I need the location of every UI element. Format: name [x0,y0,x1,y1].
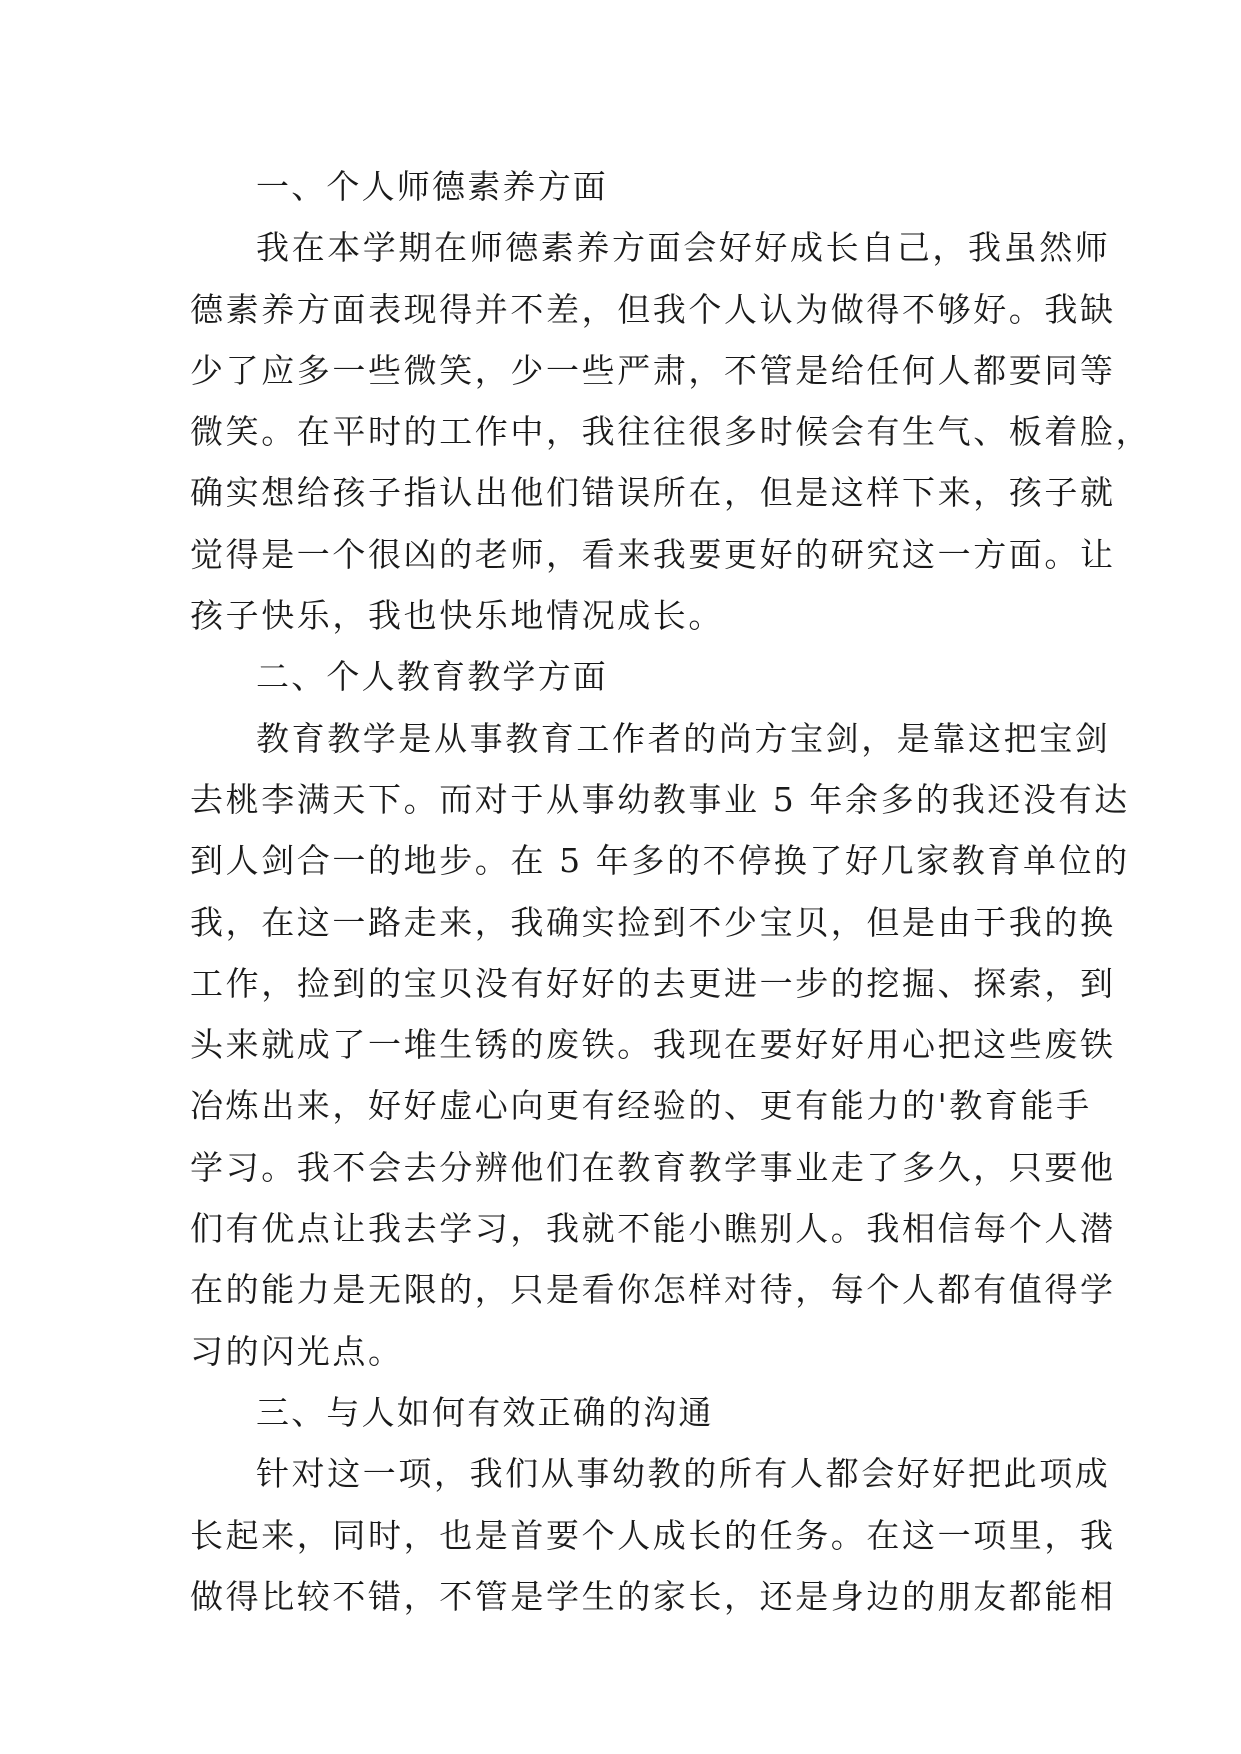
paragraph-line: 学习。我不会去分辨他们在教育教学事业走了多久，只要他 [190,1147,1116,1187]
paragraph-line: 长起来，同时，也是首要个人成长的任务。在这一项里，我 [190,1515,1116,1555]
paragraph-line: 德素养方面表现得并不差，但我个人认为做得不够好。我缺 [190,289,1116,329]
paragraph-line: 孩子快乐，我也快乐地情况成长。 [190,596,724,636]
paragraph-line: 去桃李满天下。而对于从事幼教事业 5 年余多的我还没有达 [190,779,1130,819]
section-heading-1: 一、个人师德素养方面 [256,167,608,206]
paragraph-line: 微笑。在平时的工作中，我往往很多时候会有生气、板着脸， [190,412,1152,452]
paragraph-line: 确实想给孩子指认出他们错误所在，但是这样下来，孩子就 [190,473,1116,513]
paragraph-line: 工作，捡到的宝贝没有好好的去更进一步的挖掘、探索，到 [190,963,1116,1003]
paragraph-line: 到人剑合一的地步。在 5 年多的不停换了好几家教育单位的 [190,841,1130,881]
paragraph-line: 少了应多一些微笑，少一些严肃，不管是给任何人都要同等 [190,350,1116,390]
paragraph-line: 习的闪光点。 [190,1331,404,1371]
paragraph-line: 头来就成了一堆生锈的废铁。我现在要好好用心把这些废铁 [190,1025,1116,1065]
section-heading-3: 三、与人如何有效正确的沟通 [256,1392,714,1432]
paragraph-line: 我在本学期在师德素养方面会好好成长自己，我虽然师 [256,228,1111,268]
paragraph-line: 冶炼出来，好好虚心向更有经验的、更有能力的'教育能手 [190,1086,1092,1126]
paragraph-line: 觉得是一个很凶的老师，看来我要更好的研究这一方面。让 [190,534,1116,574]
document-body [190,156,1152,1627]
section-heading-2: 二、个人教育教学方面 [256,657,608,697]
paragraph-line: 针对这一项，我们从事幼教的所有人都会好好把此项成 [256,1454,1111,1494]
paragraph-line: 做得比较不错，不管是学生的家长，还是身边的朋友都能相 [190,1576,1116,1616]
paragraph-line: 我，在这一路走来，我确实捡到不少宝贝，但是由于我的换 [190,902,1116,942]
paragraph-line: 教育教学是从事教育工作者的尚方宝剑，是靠这把宝剑 [256,718,1111,758]
paragraph-line: 在的能力是无限的，只是看你怎样对待，每个人都有值得学 [190,1270,1116,1310]
paragraph-line: 们有优点让我去学习，我就不能小瞧别人。我相信每个人潜 [190,1209,1116,1249]
